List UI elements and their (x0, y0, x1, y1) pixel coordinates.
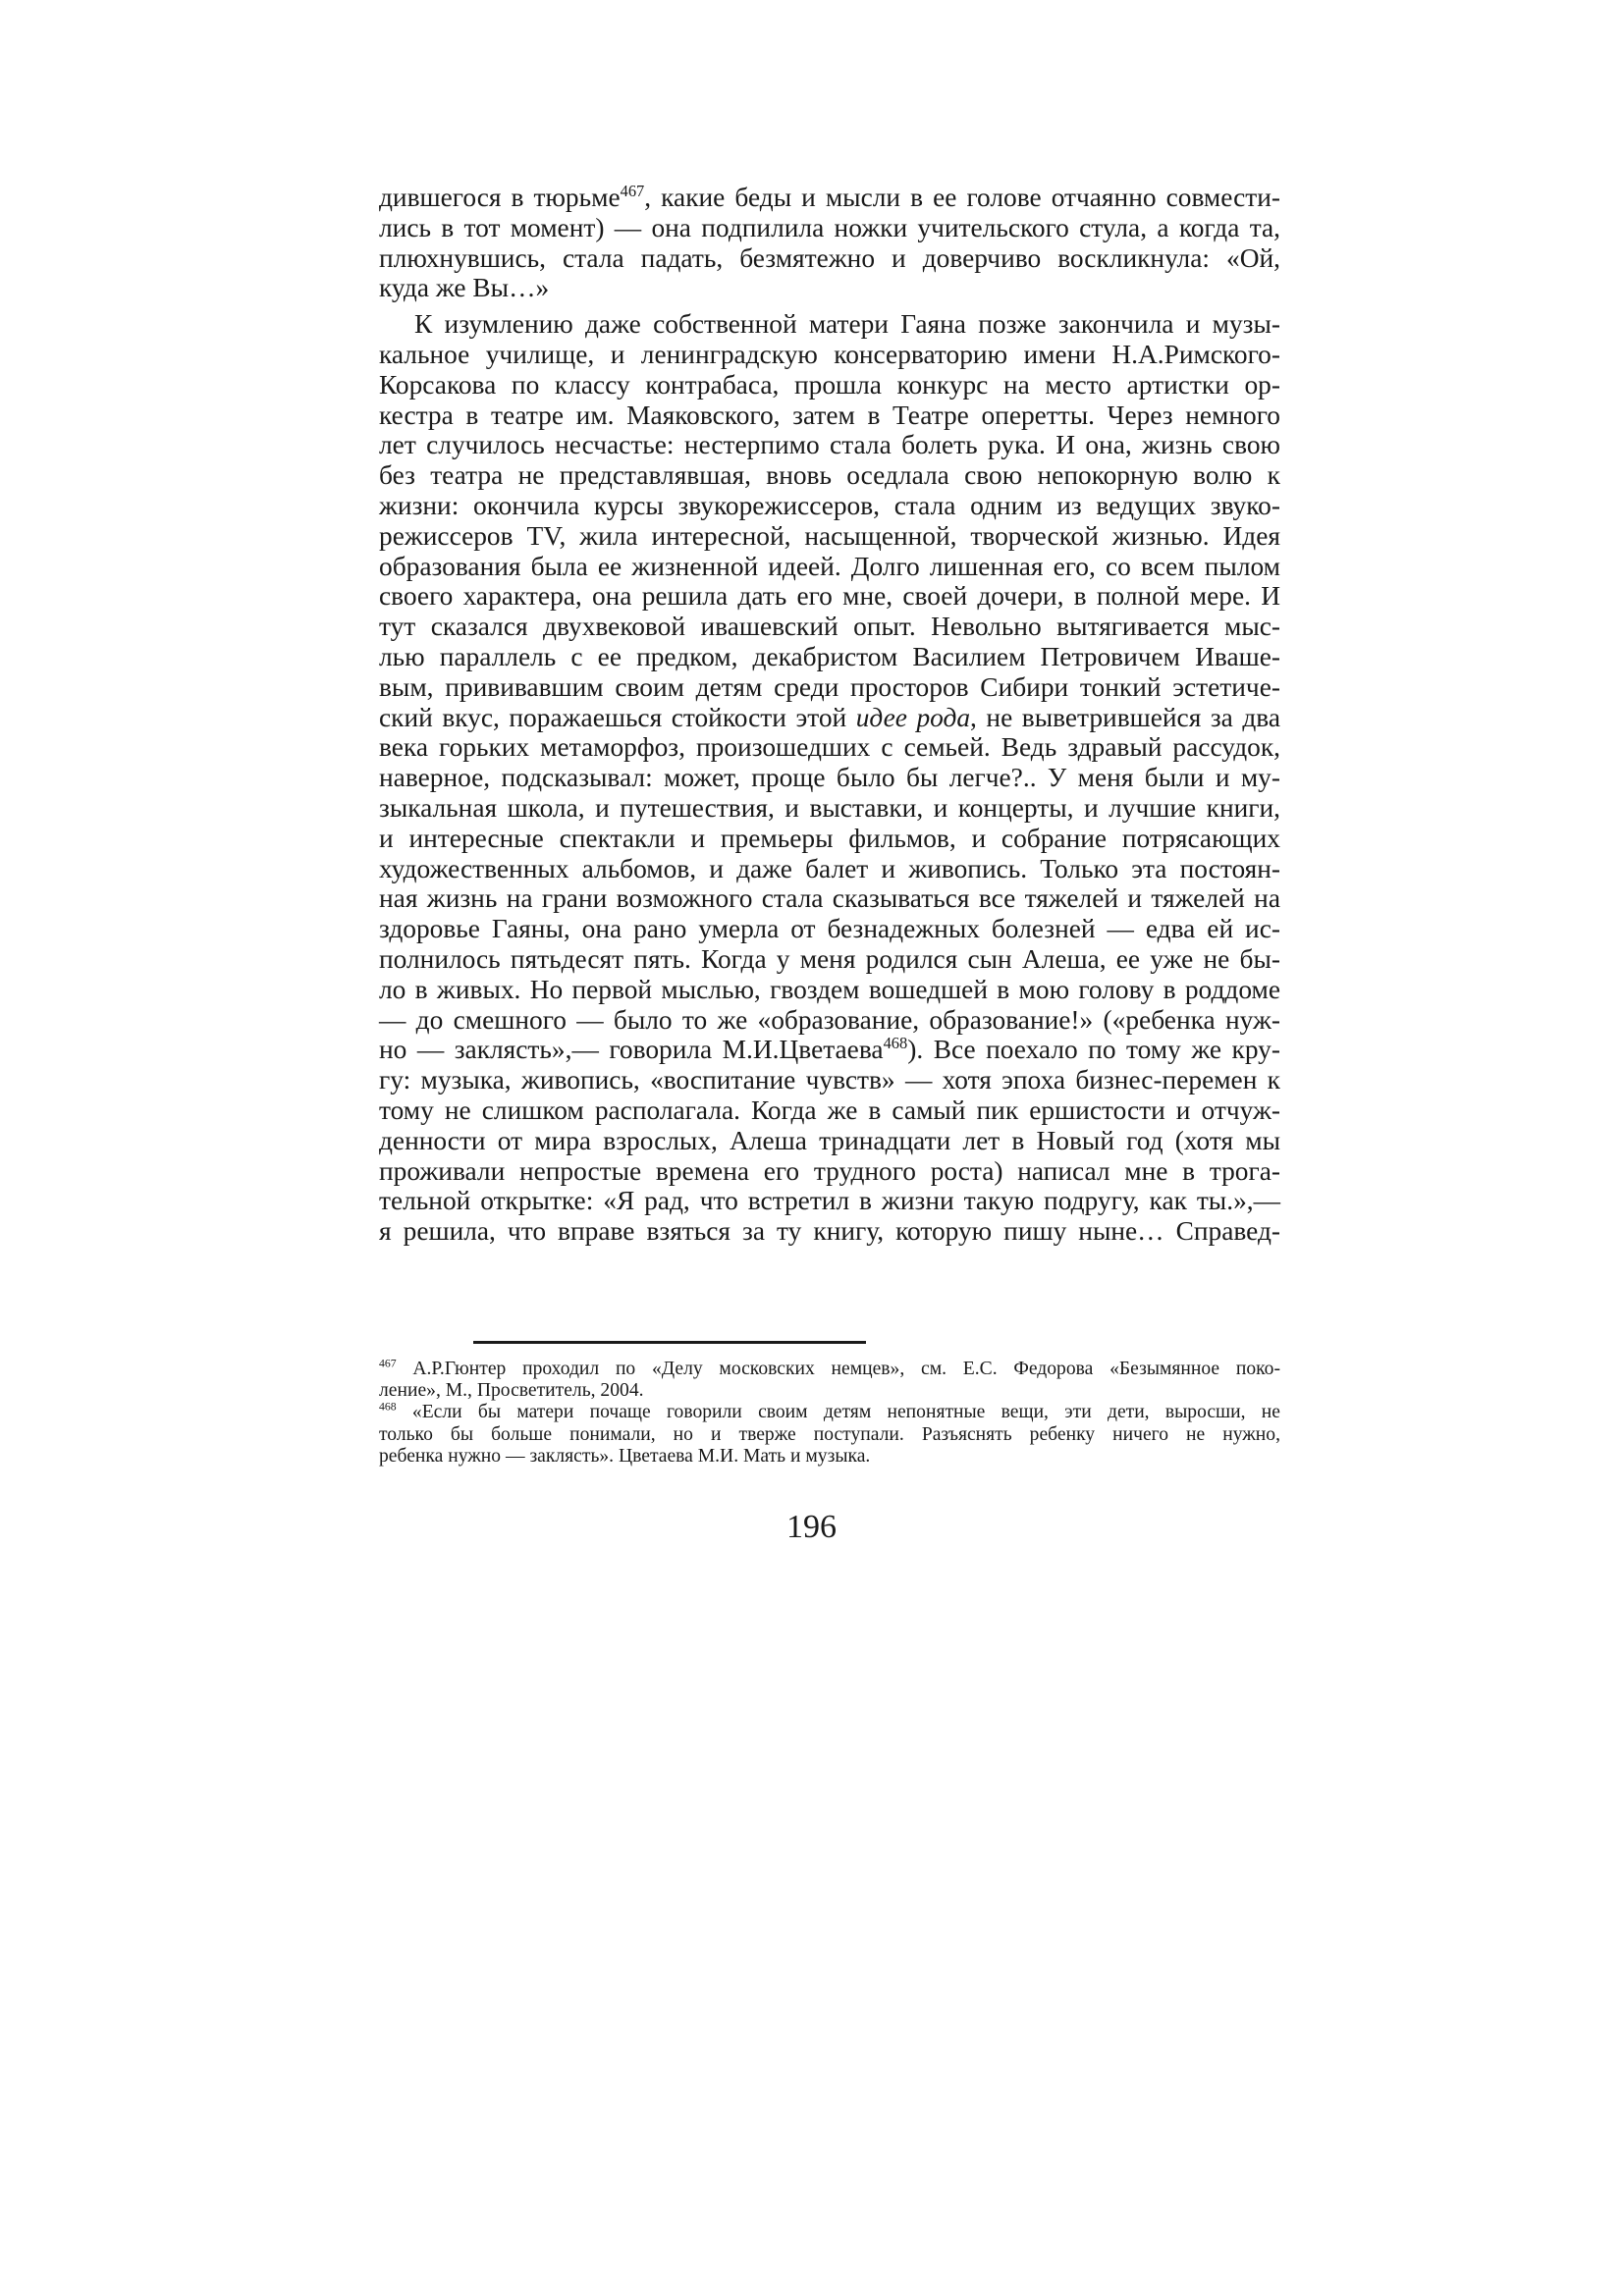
text-segment: , не выветрившейся за два (970, 702, 1281, 732)
text-line: лет случилось несчастье: нестерпимо стала болеть рука. И она, жизнь свою (379, 430, 1280, 460)
text-line: — до смешного — было то же «образование, образование!» («ребенка нуж- (379, 1004, 1280, 1035)
footnotes (379, 1359, 1280, 1468)
text-line: вым, прививавшим своим детям среди просторов Сибири тонкий эстетиче- (379, 671, 1280, 702)
text-line: режиссеров TV, жила интересной, насыщенной, творческой жизнью. Идея (379, 520, 1280, 551)
paragraph-1 (379, 183, 1280, 303)
text-line: наверное, подсказывал: может, проще было бы легче?.. У меня были и му- (379, 763, 1280, 793)
text-segment: А.Р.Гюнтер проходил по «Делу московских немцев», см. Е.С. Федорова «Безымянное поко- (396, 1359, 1280, 1379)
text-line: образования была ее жизненной идеей. Долго лишенная его, со всем пылом (379, 551, 1280, 581)
text-segment: ский вкус, поражаешься стойкости этой (379, 702, 856, 732)
text-line: денности от мира взрослых, Алеша тринадцати лет в Новый год (хотя мы (379, 1125, 1280, 1155)
text-segment: но — заклясть»,— говорила М.И.Цветаева (379, 1035, 884, 1065)
text-line: кальное училище, и ленинградскую консерваторию имени Н.А.Римского- (379, 339, 1280, 369)
text-line: жизни: окончила курсы звукорежиссеров, стала одним из ведущих звуко- (379, 490, 1280, 520)
footnote-ref-468[interactable]: 468 (883, 1034, 908, 1053)
footnote-ref-467[interactable]: 467 (620, 181, 645, 200)
text-line: куда же Вы…» (379, 273, 550, 303)
page-number: 196 (786, 1509, 837, 1545)
text-line: плюхнувшись, стала падать, безмятежно и доверчиво воскликнула: «Ой, (379, 242, 1280, 273)
text-line: проживали непростые времена его трудного роста) написал мне в трога- (379, 1155, 1280, 1186)
text-line: Корсакова по классу контрабаса, прошла конкурс на место артистки ор- (379, 369, 1280, 400)
text-line: ная жизнь на грани возможного стала сказываться все тяжелей и тяжелей на (379, 883, 1280, 914)
text-segment: дившегося в тюрьме (379, 183, 621, 212)
text-segment: , какие беды и мысли в ее голове отчаянно совмести- (644, 183, 1280, 212)
text-line: здоровье Гаяны, она рано умерла от безнадежных болезней — едва ей ис- (379, 914, 1280, 944)
text-line: зыкальная школа, и путешествия, и выставки, и концерты, и лучшие книги, (379, 792, 1280, 823)
text-line: своего характера, она решила дать его мне, своей дочери, в полной мере. И (379, 581, 1280, 612)
footnote-number: 468 (379, 1400, 397, 1414)
text-line: К изумлению даже собственной матери Гаяна позже закончила и музы- (414, 309, 1280, 340)
text-line: века горьких метаморфоз, произошедших с семьей. Ведь здравый рассудок, (379, 732, 1280, 763)
main-text (379, 183, 1280, 1247)
text-line: лись в тот момент) — она подпилила ножки учительского стула, а когда та, (379, 212, 1280, 242)
text-line: я решила, что вправе взяться за ту книгу, которую пишу ныне… Справед- (379, 1216, 1280, 1247)
text-line: без театра не представлявшая, вновь оседлала свою непокорную волю к (379, 460, 1280, 491)
footnote-separator (473, 1341, 866, 1344)
footnote-line: только бы больше понимали, но и тверже поступали. Разъяснять ребенку ничего не нужно, (379, 1423, 1280, 1445)
italic-phrase: идее рода (855, 702, 971, 732)
text-line: художественных альбомов, и даже балет и живопись. Только эта постоян- (379, 853, 1280, 883)
footnote-line (379, 1402, 1280, 1423)
footnote-line (379, 1359, 1280, 1380)
text-line (379, 183, 1280, 213)
footnote-line: ребенка нужно — заклясть». Цветаева М.И. Мать и музыка. (379, 1445, 871, 1467)
text-line: и интересные спектакли и премьеры фильмов, и собрание потрясающих (379, 823, 1280, 853)
footnote-number: 467 (379, 1357, 397, 1370)
footnote-467 (379, 1359, 1280, 1402)
text-line: кестра в театре им. Маяковского, затем в Театре оперетты. Через немного (379, 400, 1280, 430)
text-line: тому не слишком располагала. Когда же в самый пик ершистости и отчуж- (379, 1095, 1280, 1125)
text-line: тут сказался двухвековой ивашевский опыт. Невольно вытягивается мыс- (379, 612, 1280, 642)
text-line: гу: музыка, живопись, «воспитание чувств» — хотя эпоха бизнес-перемен к (379, 1065, 1280, 1095)
footnote-line: ление», М., Просветитель, 2004. (379, 1380, 644, 1402)
text-line: ло в живых. Но первой мыслью, гвоздем вошедшей в мою голову в роддоме (379, 974, 1280, 1004)
text-segment: «Если бы матери почаще говорили своим детям непонятные вещи, эти дети, выросши, не (396, 1402, 1280, 1423)
text-segment: ). Все поехало по тому же кру- (907, 1035, 1280, 1065)
text-line: тельной открытке: «Я рад, что встретил в жизни такую подругу, как ты.»,— (379, 1186, 1280, 1216)
footnote-468 (379, 1402, 1280, 1468)
text-line (379, 1035, 1280, 1065)
paragraph-2 (379, 309, 1280, 1247)
text-line: полнилось пятьдесят пять. Когда у меня родился сын Алеша, ее уже не бы- (379, 943, 1280, 974)
text-line (379, 703, 1280, 733)
text-line: лью параллель с ее предком, декабристом Василием Петровичем Ивашe- (379, 641, 1280, 671)
